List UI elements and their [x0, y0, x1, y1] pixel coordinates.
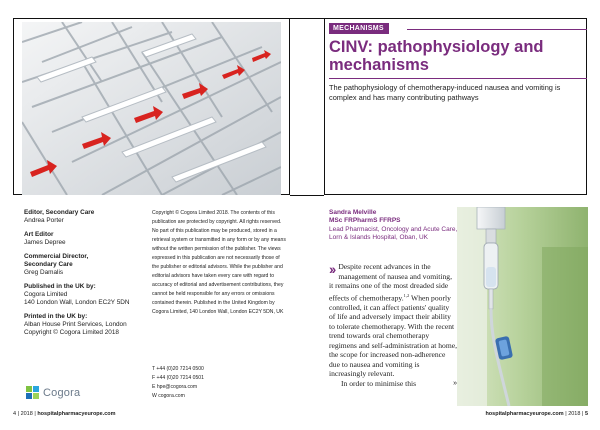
masthead-credits	[24, 209, 144, 343]
contact-email[interactable]: E hpe@cogora.com	[152, 384, 198, 390]
footer-left-year: 2018	[20, 411, 33, 417]
title-rule	[329, 78, 587, 79]
contact-details	[152, 365, 288, 401]
standfirst: The pathophysiology of chemotherapy-induced nausea and vomiting is complex and has many contributing pathways	[329, 83, 561, 102]
footer-left-site[interactable]: hospitalpharmacyeurope.com	[37, 411, 116, 417]
footer-right-site[interactable]: hospitalpharmacyeurope.com	[485, 411, 564, 417]
cogora-logo-text: Cogora	[43, 387, 81, 399]
continue-icon: »	[453, 379, 457, 387]
author-name: Sandra Melville	[329, 209, 377, 216]
chevrons-icon: ››	[329, 261, 335, 277]
frame-connector-top	[290, 18, 324, 19]
reference-marker: 1,2	[403, 292, 410, 298]
contact-fax: F +44 (0)20 7214 0501	[152, 375, 204, 381]
section-tag: MECHANISMS	[329, 23, 389, 34]
body-paragraph-2: In order to minimise this »	[341, 378, 457, 388]
maze-image	[22, 22, 281, 195]
author-credentials: MSc FRPharmS FFRPS	[329, 217, 401, 225]
body-paragraph-1-cont: When poorly controlled, it can affect patients' quality of life and adversely impact their ability to tolerate chemotherapy. With the recent trend towards oral chemotherapy regimens and self-administration at home, the scope for increased non-adherence due to nausea and vomiting is increasingly relevant.	[329, 293, 458, 379]
iv-drip-photo	[457, 207, 588, 406]
footer-right-page: 5	[584, 411, 588, 417]
footer-right: hospitalpharmacyeurope.com | 2018 | 5	[485, 411, 588, 417]
frame-connector-bottom	[290, 195, 324, 196]
article-body	[329, 262, 457, 388]
footer-right-year: 2018	[568, 411, 581, 417]
cogora-logo	[26, 385, 106, 401]
contact-web[interactable]: W cogora.com	[152, 393, 185, 399]
footer-left: 4 | 2018 | hospitalpharmacyeurope.com	[13, 411, 116, 417]
copyright-notice: Copyright © Cogora Limited 2018. The contents of this publication are protected by copyright. All rights reserved. No part of this publication may be produced, stored in a retrieval system or transmitted in any form or by any means without the written permission of the publisher. The views expressed in this publication are not necessarily those of the publisher or editorial advisors. While the publisher and editorial advisors have taken every care with regard to accuracy of editorial and advertisement contributions, they cannot be held responsible for any errors or omissions contained therein. Published in the United Kingdom by Cogora Limited, 140 London Wall, London EC2Y 5DN, UK	[152, 210, 286, 315]
author-role: Lead Pharmacist, Oncology and Acute Care, Lorn & Islands Hospital, Oban, UK	[329, 225, 458, 241]
credit-art-editor: Art Editor James Depree	[24, 231, 66, 246]
credit-printer: Printed in the UK by: Alban House Print Services, London Copyright © Cogora Limited 2018	[24, 313, 127, 336]
credit-editor: Editor, Secondary Care Andrea Porter	[24, 209, 95, 224]
contact-tel: T +44 (0)20 7214 0500	[152, 366, 204, 372]
credit-publisher: Published in the UK by: Cogora Limited 140 London Wall, London EC2Y 5DN	[24, 283, 130, 306]
tag-rule	[407, 29, 587, 30]
body-paragraph-1: Despite recent advances in the management of nausea and vomiting, it remains one of the most dreaded side effects of chemotherapy.	[329, 262, 452, 303]
article-title: CINV: pathophysiology and mechanisms	[329, 38, 544, 74]
footer-left-page: 4	[13, 411, 17, 417]
cogora-logo-icon	[26, 386, 40, 400]
author-byline	[329, 209, 459, 242]
credit-commercial-director: Commercial Director, Secondary Care Greg Damalis	[24, 253, 89, 276]
